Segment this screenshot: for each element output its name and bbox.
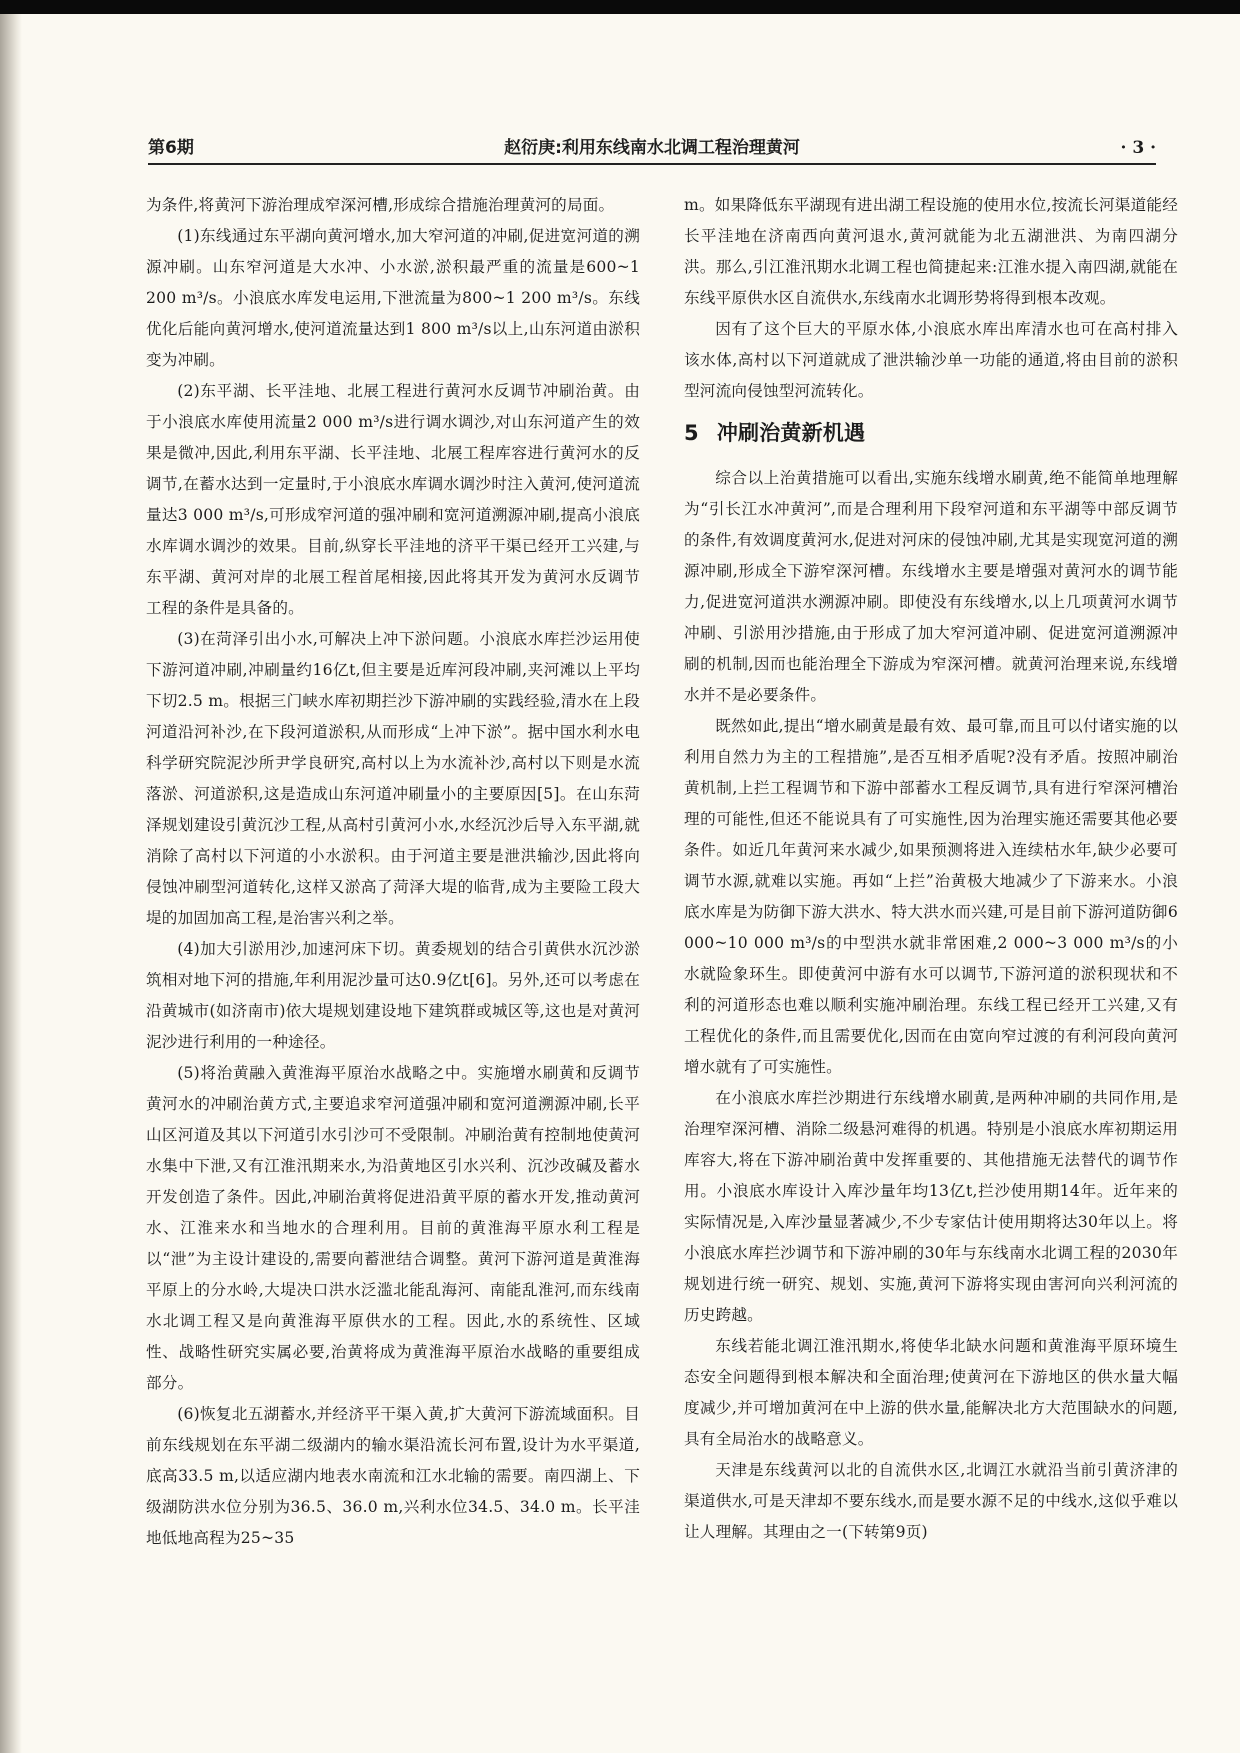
section-title: 冲刷治黄新机遇	[716, 421, 866, 445]
running-title: 赵衍庚:利用东线南水北调工程治理黄河	[504, 138, 800, 158]
paragraph: m。如果降低东平湖现有进出湖工程设施的使用水位,按流长河渠道能经长平洼地在济南西向黄河退水,黄河就能为北五湖泄洪、为南四湖分洪。那么,引江淮汛期水北调工程也简捷起来:江淮水提入南四湖,就能在东线平原供水区自流供水,东线南水北调形势将得到根本改观。	[684, 196, 1178, 307]
scan-top-edge	[0, 0, 1240, 14]
paragraph: 天津是东线黄河以北的自流供水区,北调江水就沿当前引黄济津的渠道供水,可是天津却不要东线水,而是要水源不足的中线水,这似乎难以让人理解。其理由之一(下转第9页)	[684, 1461, 1178, 1541]
header-rule	[148, 163, 1156, 165]
paragraph: 因有了这个巨大的平原水体,小浪底水库出库清水也可在高村排入该水体,高村以下河道就成了泄洪输沙单一功能的通道,将由目前的淤积型河流向侵蚀型河流转化。	[684, 320, 1178, 400]
page-number: · 3 ·	[1120, 138, 1156, 158]
paragraph: (3)在菏泽引出小水,可解决上冲下淤问题。小浪底水库拦沙运用使下游河道冲刷,冲刷量约16亿t,但主要是近库河段冲刷,夹河滩以上平均下切2.5 m。根据三门峡水库初期拦沙下游冲刷的实践经验,清水在上段河道沿河补沙,在下段河道淤积,从而形成“上冲下淤”。据中国水利水电科学研究院泥沙所尹学良研究,高村以上为水流补沙,高村以下则是水流落淤、河道淤积,这是造成山东河道冲刷量小的主要原因[5]。在山东菏泽规划建设引黄沉沙工程,从高村引黄河小水,水经沉沙后导入东平湖,就消除了高村以下河道的小水淤积。由于河道主要是泄洪输沙,因此将向侵蚀冲刷型河道转化,这样又淤高了菏泽大堤的临背,成为主要险工段大堤的加固加高工程,是治害兴利之举。	[146, 630, 640, 927]
running-header	[148, 132, 1156, 164]
left-column	[146, 190, 640, 1554]
paragraph: (4)加大引淤用沙,加速河床下切。黄委规划的结合引黄供水沉沙淤筑相对地下河的措施,年利用泥沙量可达0.9亿t[6]。另外,还可以考虑在沿黄城市(如济南市)依大堤规划建设地下建筑群或城区等,这也是对黄河泥沙进行利用的一种途径。	[146, 940, 640, 1051]
section-heading	[684, 413, 1178, 453]
section-number: 5	[684, 421, 699, 445]
scan-binding-shadow	[0, 14, 22, 1753]
paragraph: (1)东线通过东平湖向黄河增水,加大窄河道的冲刷,促进宽河道的溯源冲刷。山东窄河道是大水冲、小水淤,淤积最严重的流量是600~1 200 m³/s。小浪底水库发电运用,下泄流量为800~1 200 m³/s。东线优化后能向黄河增水,使河道流量达到1 800 m³/s以上,山东河道由淤积变为冲刷。	[146, 227, 640, 369]
paragraph: 为条件,将黄河下游治理成窄深河槽,形成综合措施治理黄河的局面。	[146, 196, 615, 214]
paragraph: 既然如此,提出“增水刷黄是最有效、最可靠,而且可以付诸实施的以利用自然力为主的工程措施”,是否互相矛盾呢?没有矛盾。按照冲刷治黄机制,上拦工程调节和下游中部蓄水工程反调节,具有进行窄深河槽治理的可能性,但还不能说具有了可实施性,因为治理实施还需要其他必要条件。如近几年黄河来水减少,如果预测将进入连续枯水年,缺少必要可调节水源,就难以实施。再如“上拦”治黄极大地减少了下游来水。小浪底水库是为防御下游大洪水、特大洪水而兴建,可是目前下游河道防御6 000~10 000 m³/s的中型洪水就非常困难,2 000~3 000 m³/s的小水就险象环生。即使黄河中游有水可以调节,下游河道的淤积现状和不利的河道形态也难以顺利实施冲刷治理。东线工程已经开工兴建,又有工程优化的条件,而且需要优化,因而在由宽向窄过渡的有利河段向黄河增水就有了可实施性。	[684, 717, 1178, 1076]
issue-number: 第6期	[148, 138, 194, 158]
paragraph: 在小浪底水库拦沙期进行东线增水刷黄,是两种冲刷的共同作用,是治理窄深河槽、消除二级悬河难得的机遇。特别是小浪底水库初期运用库容大,将在下游冲刷治黄中发挥重要的、其他措施无法替代的调节作用。小浪底水库设计入库沙量年均13亿t,拦沙使用期14年。近年来的实际情况是,入库沙量显著减少,不少专家估计使用期将达30年以上。将小浪底水库拦沙调节和下游冲刷的30年与东线南水北调工程的2030年规划进行统一研究、规划、实施,黄河下游将实现由害河向兴利河流的历史跨越。	[684, 1089, 1178, 1324]
paragraph: (5)将治黄融入黄淮海平原治水战略之中。实施增水刷黄和反调节黄河水的冲刷治黄方式,主要追求窄河道强冲刷和宽河道溯源冲刷,长平山区河道及其以下河道引水引沙可不受限制。冲刷治黄有控制地使黄河水集中下泄,又有江淮汛期来水,为沿黄地区引水兴利、沉沙改碱及蓄水开发创造了条件。因此,冲刷治黄将促进沿黄平原的蓄水开发,推动黄河水、江淮来水和当地水的合理利用。目前的黄淮海平原水利工程是以“泄”为主设计建设的,需要向蓄泄结合调整。黄河下游河道是黄淮海平原上的分水岭,大堤决口洪水泛滥北能乱海河、南能乱淮河,而东线南水北调工程又是向黄淮海平原供水的工程。因此,水的系统性、区域性、战略性研究实属必要,治黄将成为黄淮海平原治水战略的重要组成部分。	[146, 1064, 640, 1392]
paragraph: (2)东平湖、长平洼地、北展工程进行黄河水反调节冲刷治黄。由于小浪底水库使用流量2 000 m³/s进行调水调沙,对山东河道产生的效果是微冲,因此,利用东平湖、长平洼地、北展工程库容进行黄河水的反调节,在蓄水达到一定量时,于小浪底水库调水调沙时注入黄河,使河道流量达3 000 m³/s,可形成窄河道的强冲刷和宽河道溯源冲刷,提高小浪底水库调水调沙的效果。目前,纵穿长平洼地的济平干渠已经开工兴建,与东平湖、黄河对岸的北展工程首尾相接,因此将其开发为黄河水反调节工程的条件是具备的。	[146, 382, 640, 617]
paragraph: 综合以上治黄措施可以看出,实施东线增水刷黄,绝不能简单地理解为“引长江水冲黄河”,而是合理利用下段窄河道和东平湖等中部反调节的条件,有效调度黄河水,促进对河床的侵蚀冲刷,尤其是实现宽河道的溯源冲刷,形成全下游窄深河槽。东线增水主要是增强对黄河水的调节能力,促进宽河道洪水溯源冲刷。即使没有东线增水,以上几项黄河水调节冲刷、引淤用沙措施,由于形成了加大窄河道冲刷、促进宽河道溯源冲刷的机制,因而也能治理全下游成为窄深河槽。就黄河治理来说,东线增水并不是必要条件。	[684, 469, 1178, 704]
paragraph: 东线若能北调江淮汛期水,将使华北缺水问题和黄淮海平原环境生态安全问题得到根本解决和全面治理;使黄河在下游地区的供水量大幅度减少,并可增加黄河在中上游的供水量,能解决北方大范围缺水的问题,具有全局治水的战略意义。	[684, 1337, 1178, 1448]
paragraph: (6)恢复北五湖蓄水,并经济平干渠入黄,扩大黄河下游流域面积。目前东线规划在东平湖二级湖内的输水渠沿流长河布置,设计为水平渠道,底高33.5 m,以适应湖内地表水南流和江水北输的需要。南四湖上、下级湖防洪水位分别为36.5、36.0 m,兴利水位34.5、34.0 m。长平洼地低地高程为25~35	[146, 1405, 640, 1547]
right-column	[684, 190, 1178, 1548]
